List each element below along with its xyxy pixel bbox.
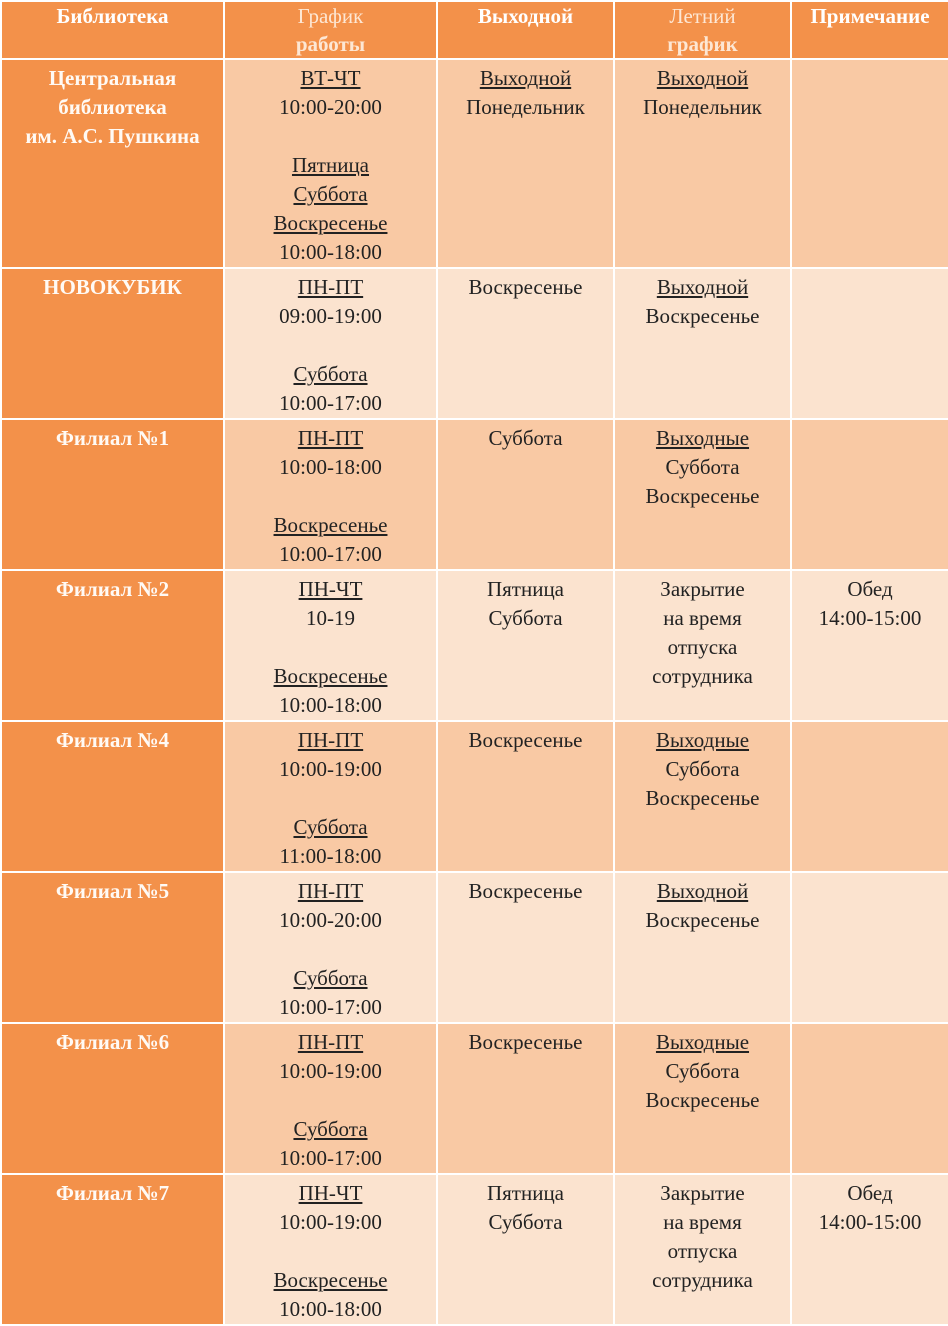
schedule-weekend-time: 10:00-17:00	[279, 1146, 382, 1170]
schedule-weekend-day: Воскресенье	[273, 211, 388, 235]
summer-line: отпуска	[667, 1239, 738, 1263]
dayoff-line: Суббота	[488, 1210, 563, 1234]
schedule-gap	[225, 1086, 436, 1115]
table-row	[1, 59, 948, 268]
schedule-gap	[225, 633, 436, 662]
schedule-gap	[225, 784, 436, 813]
schedule-weekend-day: Воскресенье	[273, 1268, 388, 1292]
table-row	[1, 419, 948, 570]
dayoff-cell	[437, 570, 614, 721]
summer-line: Воскресенье	[645, 304, 760, 328]
schedule-cell	[224, 1174, 437, 1325]
note-cell	[791, 1174, 948, 1325]
summer-line: Закрытие	[660, 1181, 745, 1205]
table-row	[1, 268, 948, 419]
summer-cell	[614, 1174, 791, 1325]
schedule-weekend-time: 10:00-18:00	[279, 240, 382, 264]
dayoff-cell	[437, 419, 614, 570]
schedule-weekend-time: 10:00-17:00	[279, 995, 382, 1019]
dayoff-cell	[437, 1174, 614, 1325]
summer-title: Выходной	[656, 275, 749, 299]
summer-cell	[614, 268, 791, 419]
schedule-weekdays-time: 09:00-19:00	[279, 304, 382, 328]
note-line: 14:00-15:00	[818, 606, 922, 630]
schedule-weekend-day: Суббота	[293, 182, 368, 206]
library-name-line: Филиал №7	[55, 1181, 170, 1205]
summer-line: Суббота	[665, 757, 740, 781]
library-name-line: Центральная	[48, 66, 177, 90]
summer-line: Понедельник	[643, 95, 762, 119]
library-name-cell	[1, 721, 224, 872]
header-note: Примечание	[791, 1, 948, 59]
schedule-weekend-day: Суббота	[293, 1117, 368, 1141]
schedule-gap	[225, 331, 436, 360]
dayoff-cell	[437, 721, 614, 872]
table-row	[1, 872, 948, 1023]
library-name-cell	[1, 419, 224, 570]
schedule-weekdays-time: 10:00-20:00	[279, 908, 382, 932]
library-name-line: им. А.С. Пушкина	[25, 124, 200, 148]
schedule-weekdays: ВТ-ЧТ	[300, 66, 361, 90]
dayoff-line: Суббота	[488, 426, 563, 450]
summer-cell	[614, 721, 791, 872]
table-row	[1, 1174, 948, 1325]
summer-line: Суббота	[665, 1059, 740, 1083]
library-name-line: библиотека	[58, 95, 167, 119]
schedule-gap	[225, 1237, 436, 1266]
table-row	[1, 721, 948, 872]
dayoff-line: Воскресенье	[468, 879, 583, 903]
schedule-weekdays: ПН-ПТ	[297, 879, 364, 903]
schedule-weekdays: ПН-ПТ	[297, 728, 364, 752]
summer-cell	[614, 1023, 791, 1174]
schedule-weekdays: ПН-ПТ	[297, 275, 364, 299]
summer-line: Закрытие	[660, 577, 745, 601]
dayoff-title: Выходной	[479, 66, 572, 90]
summer-line: Воскресенье	[645, 908, 760, 932]
summer-title: Выходной	[656, 879, 749, 903]
summer-line: сотрудника	[652, 1268, 753, 1292]
dayoff-line: Суббота	[488, 606, 563, 630]
schedule-weekdays: ПН-ЧТ	[298, 1181, 363, 1205]
summer-title: Выходные	[655, 1030, 750, 1054]
summer-cell	[614, 59, 791, 268]
schedule-weekend-day: Воскресенье	[273, 664, 388, 688]
summer-line: Воскресенье	[645, 786, 760, 810]
library-name-line: Филиал №5	[55, 879, 170, 903]
header-dayoff: Выходной	[437, 1, 614, 59]
schedule-weekdays-time: 10:00-18:00	[279, 455, 382, 479]
schedule-cell	[224, 570, 437, 721]
schedule-weekdays-time: 10:00-19:00	[279, 1210, 382, 1234]
table-row	[1, 1023, 948, 1174]
library-name-cell	[1, 570, 224, 721]
summer-title: Выходной	[656, 66, 749, 90]
schedule-weekend-time: 11:00-18:00	[279, 844, 382, 868]
dayoff-line: Пятница	[486, 577, 565, 601]
schedule-weekdays: ПН-ПТ	[297, 1030, 364, 1054]
schedule-weekend-day: Пятница	[291, 153, 370, 177]
summer-cell	[614, 872, 791, 1023]
note-cell	[791, 872, 948, 1023]
dayoff-cell	[437, 872, 614, 1023]
note-cell	[791, 268, 948, 419]
schedule-cell	[224, 1023, 437, 1174]
schedule-gap	[225, 122, 436, 151]
schedule-cell	[224, 419, 437, 570]
dayoff-line: Воскресенье	[468, 728, 583, 752]
header-row	[1, 1, 948, 59]
summer-line: Воскресенье	[645, 1088, 760, 1112]
library-name-cell	[1, 59, 224, 268]
schedule-weekend-day: Суббота	[293, 362, 368, 386]
schedule-weekdays-time: 10-19	[306, 606, 355, 630]
library-name-line: Филиал №2	[55, 577, 170, 601]
schedule-cell	[224, 872, 437, 1023]
summer-cell	[614, 419, 791, 570]
note-line: 14:00-15:00	[818, 1210, 922, 1234]
library-name-line: Филиал №1	[55, 426, 170, 450]
summer-line: на время	[663, 1210, 742, 1234]
schedule-weekdays-time: 10:00-19:00	[279, 1059, 382, 1083]
library-name-line: НОВОКУБИК	[43, 275, 182, 299]
note-line: Обед	[847, 1181, 893, 1205]
summer-line: отпуска	[667, 635, 738, 659]
library-name-cell	[1, 1023, 224, 1174]
schedule-weekdays-time: 10:00-19:00	[279, 757, 382, 781]
schedule-cell	[224, 721, 437, 872]
summer-cell	[614, 570, 791, 721]
schedule-weekend-day: Воскресенье	[273, 513, 388, 537]
summer-title: Выходные	[655, 426, 750, 450]
header-summer: Летний график	[614, 1, 791, 59]
schedule-weekend-time: 10:00-18:00	[279, 1297, 382, 1321]
library-name-cell	[1, 268, 224, 419]
library-name-cell	[1, 1174, 224, 1325]
summer-line: Воскресенье	[645, 484, 760, 508]
schedule-weekend-day: Суббота	[293, 815, 368, 839]
schedule-weekend-time: 10:00-17:00	[279, 391, 382, 415]
summer-line: сотрудника	[652, 664, 753, 688]
schedule-weekend-time: 10:00-17:00	[279, 542, 382, 566]
schedule-cell	[224, 268, 437, 419]
summer-title: Выходные	[655, 728, 750, 752]
dayoff-line: Воскресенье	[468, 1030, 583, 1054]
schedule-weekdays: ПН-ЧТ	[298, 577, 363, 601]
note-line: Обед	[847, 577, 893, 601]
note-cell	[791, 59, 948, 268]
dayoff-line: Воскресенье	[468, 275, 583, 299]
note-cell	[791, 570, 948, 721]
dayoff-line: Пятница	[486, 1181, 565, 1205]
library-name-line: Филиал №4	[55, 728, 170, 752]
schedule-cell	[224, 59, 437, 268]
schedule-weekdays: ПН-ПТ	[297, 426, 364, 450]
schedule-gap	[225, 935, 436, 964]
note-cell	[791, 419, 948, 570]
summer-line: Суббота	[665, 455, 740, 479]
library-name-cell	[1, 872, 224, 1023]
dayoff-cell	[437, 1023, 614, 1174]
schedule-gap	[225, 482, 436, 511]
library-name-line: Филиал №6	[55, 1030, 170, 1054]
schedule-body	[1, 59, 948, 1325]
table-row	[1, 570, 948, 721]
dayoff-cell	[437, 59, 614, 268]
header-schedule: График работы	[224, 1, 437, 59]
dayoff-line: Понедельник	[466, 95, 585, 119]
summer-line: на время	[663, 606, 742, 630]
header-library: Библиотека	[1, 1, 224, 59]
note-cell	[791, 1023, 948, 1174]
dayoff-cell	[437, 268, 614, 419]
schedule-weekend-time: 10:00-18:00	[279, 693, 382, 717]
schedule-weekdays-time: 10:00-20:00	[279, 95, 382, 119]
schedule-weekend-day: Суббота	[293, 966, 368, 990]
note-cell	[791, 721, 948, 872]
